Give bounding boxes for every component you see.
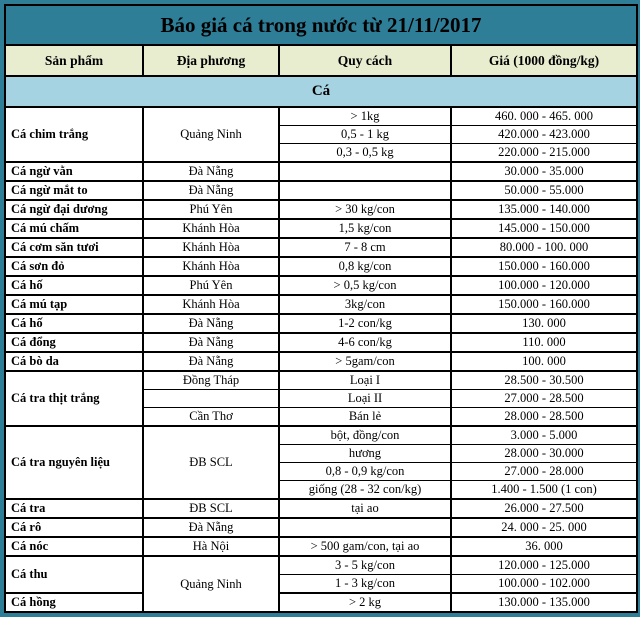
location-cell: Hà Nội (143, 537, 279, 556)
spec-cell: > 0,5 kg/con (279, 276, 451, 295)
product-cell: Cá bò da (5, 352, 143, 371)
location-cell (143, 390, 279, 408)
price-table (4, 4, 638, 613)
spec-cell: > 30 kg/con (279, 200, 451, 219)
table-row (5, 426, 637, 445)
table-row (5, 371, 637, 390)
price-cell: 26.000 - 27.500 (451, 499, 637, 518)
spec-cell: 0,5 - 1 kg (279, 126, 451, 144)
location-cell: Đà Nẵng (143, 518, 279, 537)
product-cell: Cá sơn đỏ (5, 257, 143, 276)
spec-cell: 7 - 8 cm (279, 238, 451, 257)
spec-cell: bột, đồng/con (279, 426, 451, 445)
location-cell: Khánh Hòa (143, 219, 279, 238)
price-cell: 1.400 - 1.500 (1 con) (451, 481, 637, 500)
spec-cell: Loại I (279, 371, 451, 390)
product-cell: Cá rô (5, 518, 143, 537)
table-row (5, 200, 637, 219)
price-cell: 100. 000 (451, 352, 637, 371)
location-cell: Quảng Ninh (143, 107, 279, 162)
location-cell: Đà Nẵng (143, 333, 279, 352)
price-cell: 24. 000 - 25. 000 (451, 518, 637, 537)
location-cell: ĐB SCL (143, 499, 279, 518)
price-cell: 28.000 - 28.500 (451, 408, 637, 427)
section-row (5, 76, 637, 107)
location-cell: Đà Nẵng (143, 181, 279, 200)
column-header-row (5, 45, 637, 76)
table-row (5, 537, 637, 556)
table-row (5, 314, 637, 333)
price-cell: 27.000 - 28.500 (451, 390, 637, 408)
price-cell: 150.000 - 160.000 (451, 257, 637, 276)
location-cell: Đồng Tháp (143, 371, 279, 390)
column-header-location: Địa phương (143, 45, 279, 76)
product-cell: Cá ngừ mắt to (5, 181, 143, 200)
price-cell: 110. 000 (451, 333, 637, 352)
spec-cell: Bán lẻ (279, 408, 451, 427)
spec-cell: 0,8 kg/con (279, 257, 451, 276)
price-cell: 27.000 - 28.000 (451, 463, 637, 481)
product-cell: Cá mú tạp (5, 295, 143, 314)
location-cell: Quảng Ninh (143, 556, 279, 612)
price-cell: 120.000 - 125.000 (451, 556, 637, 575)
location-cell: ĐB SCL (143, 426, 279, 499)
product-cell: Cá hố (5, 276, 143, 295)
table-row (5, 276, 637, 295)
price-cell: 30.000 - 35.000 (451, 162, 637, 181)
spec-cell: hương (279, 445, 451, 463)
spec-cell (279, 181, 451, 200)
spec-cell: 0,8 - 0,9 kg/con (279, 463, 451, 481)
price-table-body (5, 107, 637, 612)
product-cell: Cá tra nguyên liệu (5, 426, 143, 499)
price-cell: 150.000 - 160.000 (451, 295, 637, 314)
section-label: Cá (5, 76, 637, 107)
title-row (5, 5, 637, 45)
location-cell: Khánh Hòa (143, 238, 279, 257)
price-cell: 420.000 - 423.000 (451, 126, 637, 144)
table-row (5, 257, 637, 276)
spec-cell: 0,3 - 0,5 kg (279, 144, 451, 163)
table-row (5, 556, 637, 575)
location-cell: Đà Nẵng (143, 352, 279, 371)
column-header-product: Sản phẩm (5, 45, 143, 76)
table-row (5, 295, 637, 314)
price-cell: 135.000 - 140.000 (451, 200, 637, 219)
price-cell: 130.000 - 135.000 (451, 593, 637, 612)
price-cell: 145.000 - 150.000 (451, 219, 637, 238)
price-cell: 50.000 - 55.000 (451, 181, 637, 200)
spec-cell: 3kg/con (279, 295, 451, 314)
table-row (5, 162, 637, 181)
spec-cell (279, 162, 451, 181)
page-title: Báo giá cá trong nước từ 21/11/2017 (5, 5, 637, 45)
product-cell: Cá ngừ đại dương (5, 200, 143, 219)
spec-cell: 1-2 con/kg (279, 314, 451, 333)
product-cell: Cá cơm săn tươi (5, 238, 143, 257)
price-cell: 100.000 - 120.000 (451, 276, 637, 295)
table-row (5, 333, 637, 352)
product-cell: Cá mú chấm (5, 219, 143, 238)
spec-cell: > 500 gam/con, tại ao (279, 537, 451, 556)
product-cell: Cá thu (5, 556, 143, 593)
location-cell: Khánh Hòa (143, 295, 279, 314)
spec-cell: > 2 kg (279, 593, 451, 612)
location-cell: Phú Yên (143, 276, 279, 295)
spec-cell: > 1kg (279, 107, 451, 126)
price-cell: 130. 000 (451, 314, 637, 333)
table-row (5, 518, 637, 537)
product-cell: Cá tra (5, 499, 143, 518)
product-cell: Cá đổng (5, 333, 143, 352)
product-cell: Cá hố (5, 314, 143, 333)
price-cell: 460. 000 - 465. 000 (451, 107, 637, 126)
price-cell: 80.000 - 100. 000 (451, 238, 637, 257)
product-cell: Cá nóc (5, 537, 143, 556)
spec-cell: > 5gam/con (279, 352, 451, 371)
location-cell: Đà Nẵng (143, 314, 279, 333)
spec-cell: giống (28 - 32 con/kg) (279, 481, 451, 500)
product-cell: Cá hồng (5, 593, 143, 612)
column-header-spec: Quy cách (279, 45, 451, 76)
price-cell: 100.000 - 102.000 (451, 575, 637, 594)
table-row (5, 107, 637, 126)
spec-cell: 1 - 3 kg/con (279, 575, 451, 594)
product-cell: Cá chim trắng (5, 107, 143, 162)
table-row (5, 238, 637, 257)
location-cell: Khánh Hòa (143, 257, 279, 276)
product-cell: Cá tra thịt trắng (5, 371, 143, 426)
price-cell: 36. 000 (451, 537, 637, 556)
table-row (5, 219, 637, 238)
price-cell: 3.000 - 5.000 (451, 426, 637, 445)
table-row (5, 181, 637, 200)
column-header-price: Giá (1000 đồng/kg) (451, 45, 637, 76)
table-row (5, 352, 637, 371)
table-row (5, 593, 637, 612)
spec-cell (279, 518, 451, 537)
location-cell: Cần Thơ (143, 408, 279, 427)
spec-cell: 1,5 kg/con (279, 219, 451, 238)
spec-cell: 3 - 5 kg/con (279, 556, 451, 575)
spec-cell: 4-6 con/kg (279, 333, 451, 352)
price-cell: 220.000 - 215.000 (451, 144, 637, 163)
product-cell: Cá ngừ vằn (5, 162, 143, 181)
location-cell: Đà Nẵng (143, 162, 279, 181)
price-cell: 28.500 - 30.500 (451, 371, 637, 390)
spec-cell: tại ao (279, 499, 451, 518)
price-cell: 28.000 - 30.000 (451, 445, 637, 463)
table-row (5, 499, 637, 518)
spec-cell: Loại II (279, 390, 451, 408)
location-cell: Phú Yên (143, 200, 279, 219)
